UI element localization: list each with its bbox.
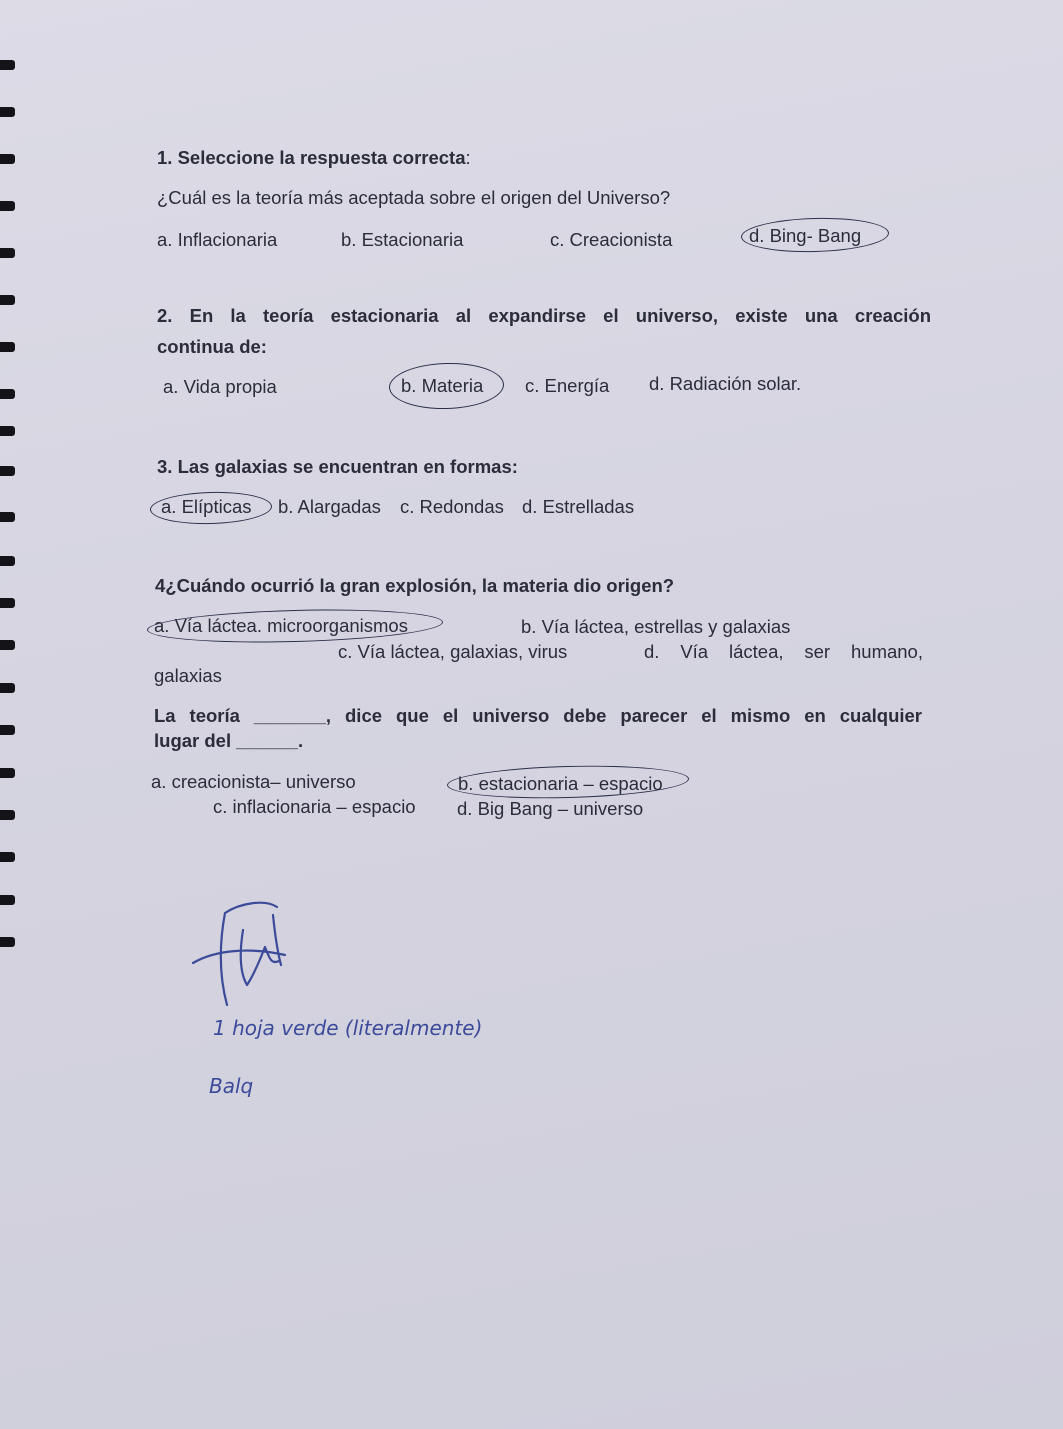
q5-question-line1: La teoría _______, dice que el universo debe parecer el mismo en cualquier [154, 705, 922, 726]
q5-option-c: c. inflacionaria – espacio [213, 796, 416, 817]
q2-question-line1: 2. En la teoría estacionaria al expandirse el universo, existe una creación [157, 305, 931, 326]
q4-question: 4¿Cuándo ocurrió la gran explosión, la materia dio origen? [155, 575, 675, 596]
binding-holes [0, 0, 20, 1429]
q5-question-line2: lugar del ______. [154, 730, 304, 751]
signature-scribble [185, 895, 300, 1020]
q2-option-d: d. Radiación solar. [649, 373, 802, 394]
q1-option-b: b. Estacionaria [341, 229, 464, 250]
q3-question: 3. Las galaxias se encuentran en formas: [157, 456, 518, 477]
q4-option-d: d. Vía láctea, ser humano, [644, 641, 923, 662]
note-line2: Balq [209, 1074, 254, 1098]
q5-option-b: b. estacionaria – espacio [458, 773, 663, 794]
note-line1: 1 hoja verde (literalmente) [213, 1016, 483, 1040]
q4-option-b: b. Vía láctea, estrellas y galaxias [521, 616, 791, 637]
q3-option-c: c. Redondas [400, 496, 504, 517]
q3-option-a: a. Elípticas [161, 496, 252, 517]
q1-question: ¿Cuál es la teoría más aceptada sobre el origen del Universo? [157, 187, 671, 208]
q4-option-c: c. Vía láctea, galaxias, virus [338, 641, 568, 662]
q2-option-a: a. Vida propia [163, 376, 277, 397]
q1-option-c: c. Creacionista [550, 229, 673, 250]
q2-question-line2: continua de: [157, 336, 267, 357]
q2-option-b: b. Materia [401, 375, 484, 396]
handwritten-notes [205, 1005, 525, 1115]
q4-option-d-wrap: galaxias [154, 665, 222, 686]
q1-option-d: d. Bing- Bang [749, 225, 862, 246]
q4-option-a: a. Vía láctea. microorganismos [154, 615, 408, 636]
q1-heading: 1. Seleccione la respuesta correcta: [157, 147, 471, 168]
q5-option-d: d. Big Bang – universo [457, 798, 644, 819]
q3-option-b: b. Alargadas [278, 496, 381, 517]
q1-option-a: a. Inflacionaria [157, 229, 278, 250]
q5-option-a: a. creacionista– universo [151, 771, 356, 792]
q3-option-d: d. Estrelladas [522, 496, 635, 517]
q2-option-c: c. Energía [525, 375, 610, 396]
